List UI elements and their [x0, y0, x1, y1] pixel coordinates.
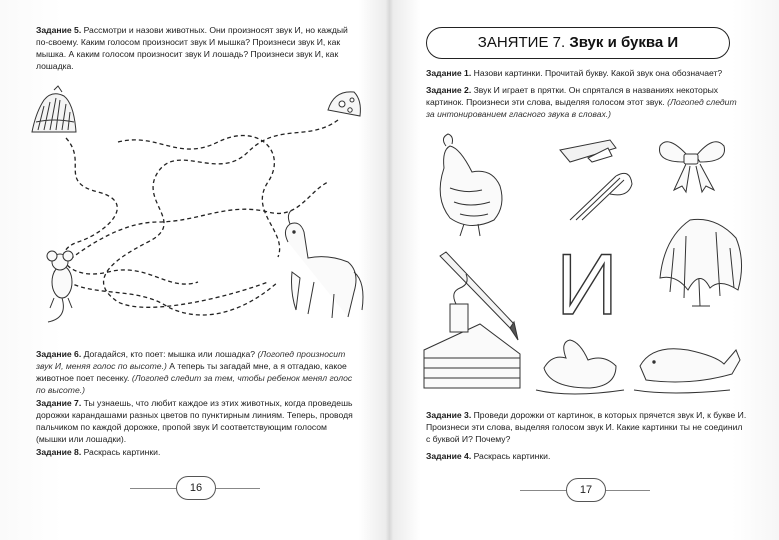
page-number-rule — [130, 488, 176, 489]
maze-illustration — [28, 82, 368, 332]
task-8 — [36, 446, 356, 458]
task-3 — [426, 409, 748, 445]
task-3-label: Задание 3. — [426, 410, 472, 420]
task-4-label: Задание 4. — [426, 451, 472, 461]
willow-icon — [660, 219, 742, 306]
task-6-text-2: А теперь ты загадай мне, а я отгадаю, какое животное поет песенку. — [36, 361, 347, 383]
mouse-icon — [47, 251, 73, 322]
page-number-right — [520, 478, 650, 502]
house-icon — [424, 274, 520, 388]
page-number-rule — [520, 490, 566, 491]
right-page — [390, 0, 779, 540]
task-4-text: Раскрась картинки. — [473, 451, 551, 461]
page-number-rule — [216, 488, 260, 489]
task-2-label: Задание 2. — [426, 85, 472, 95]
task-6-label: Задание 6. — [36, 349, 82, 359]
lesson-title: Звук и буква И — [569, 34, 679, 51]
haystack-icon — [32, 86, 76, 132]
page-number-17: 17 — [566, 478, 606, 502]
letter-i-outline — [556, 244, 618, 322]
swan-icon — [536, 340, 624, 394]
task-8-label: Задание 8. — [36, 447, 82, 457]
task-2-note: (Логопед следит за интонированием гласного звука в словах.) — [426, 97, 737, 119]
horse-icon — [285, 210, 363, 318]
task-7-label: Задание 7. — [36, 398, 82, 408]
page-number-rule — [606, 490, 650, 491]
sticks-icon — [560, 140, 616, 162]
task-6-text-1: Догадайся, кто поет: мышка или лошадка? — [83, 349, 256, 359]
turkey-icon — [440, 134, 502, 236]
lesson-number: ЗАНЯТИЕ 7. — [477, 34, 566, 51]
page-number-left — [130, 476, 260, 500]
bow-icon — [660, 142, 725, 192]
needles-icon — [570, 173, 632, 220]
task-2 — [426, 84, 746, 120]
task-5 — [36, 24, 354, 72]
task-1-label: Задание 1. — [426, 68, 472, 78]
page-number-16: 16 — [176, 476, 216, 500]
task-1 — [426, 67, 746, 79]
task-4 — [426, 450, 748, 462]
task-1-text: Назови картинки. Прочитай букву. Какой звук она обозначает? — [473, 68, 723, 78]
task-8-text: Раскрась картинки. — [83, 447, 161, 457]
left-page — [0, 0, 389, 540]
task-6 — [36, 348, 356, 396]
task-2-text: Звук И играет в прятки. Он спрятался в названиях некоторых картинок. Произнеси эти слова, выделяя голосом этот звук. — [426, 85, 719, 107]
lesson-header — [426, 27, 730, 59]
task-3-text: Проведи дорожки от картинок, в которых прячется звук И, к букве И. Произнеси эти слова, выделяя голосом звук И. Какие картинки ты не соединил с буквой И? Почему? — [426, 410, 747, 444]
task-5-label: Задание 5. — [36, 25, 82, 35]
whale-icon — [634, 349, 740, 393]
task-7 — [36, 397, 356, 445]
task-6-note-2: (Логопед следит за тем, чтобы ребенок менял голос по высоте.) — [36, 373, 353, 395]
task-7-text: Ты узнаешь, что любит каждое из этих животных, когда проведешь дорожки карандашами разных цветов по пунктирным линиям. Теперь, проводя пальчиком по каждой дорожке, пропой звук И соответствующим голосом (мышки или лошадки). — [36, 398, 353, 444]
big-letter-i: И — [556, 244, 618, 322]
task-5-text: Рассмотри и назови животных. Они произносят звук И, но каждый по-своему. Каким голосом произносит звук И мышка? Произнеси звук И, как мышка. А каким голосом произносит звук И лошадь? Произнеси звук И, как лошадка. — [36, 25, 348, 71]
task-6-note-1: (Логопед произносит звук И, меняя голос по высоте.) — [36, 349, 346, 371]
cheese-icon — [328, 92, 360, 116]
